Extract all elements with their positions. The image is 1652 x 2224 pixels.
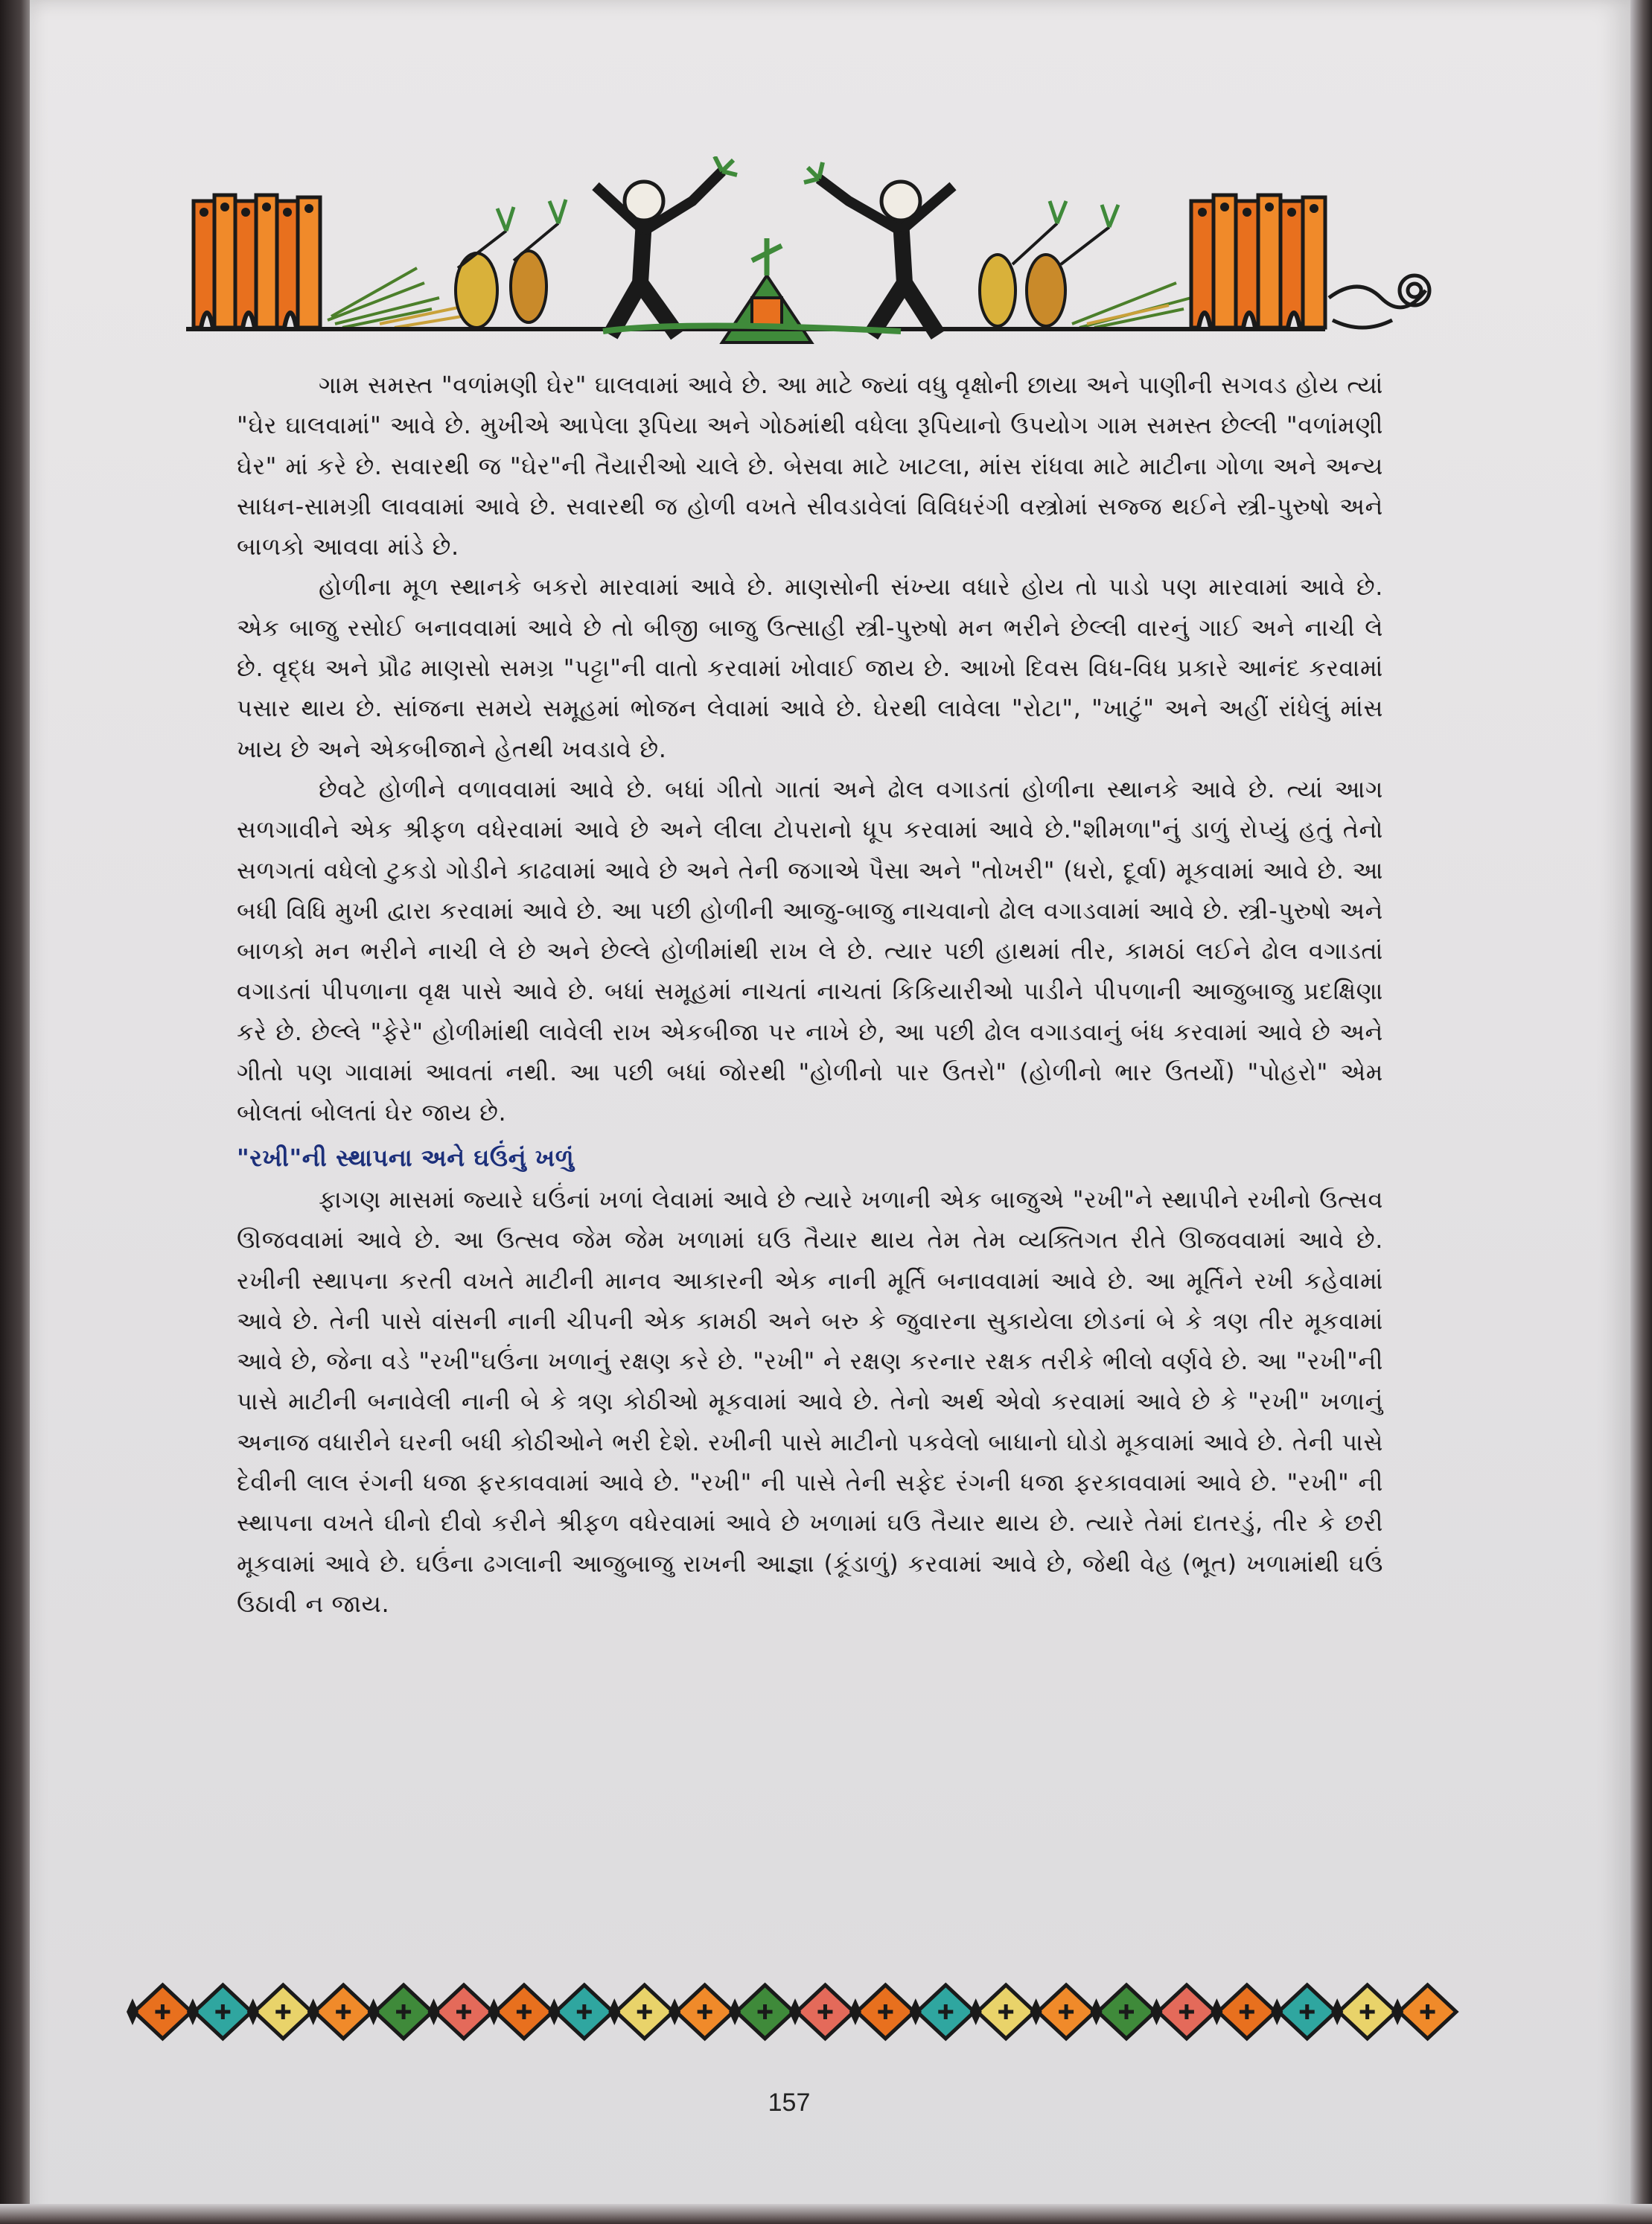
border-spike xyxy=(187,1998,199,2025)
border-spike xyxy=(729,1998,741,2025)
border-spike xyxy=(1271,1998,1283,2025)
book-spine xyxy=(0,0,30,2224)
border-spike xyxy=(789,1998,801,2025)
footer-diamond-border xyxy=(125,1969,1465,2055)
header-illustration xyxy=(156,156,1474,357)
page-number: 157 xyxy=(768,2088,811,2117)
right-birds xyxy=(980,201,1118,326)
border-spike xyxy=(1150,1998,1162,2025)
border-spike xyxy=(849,1998,861,2025)
left-dancer xyxy=(596,156,737,335)
border-spike xyxy=(608,1998,620,2025)
border-spike xyxy=(1391,1998,1403,2025)
left-birds xyxy=(456,200,566,328)
section-heading: "રખી"ની સ્થાપના અને ઘઉંનું ખળું xyxy=(237,1143,575,1172)
border-spike xyxy=(1030,1998,1042,2025)
border-spike xyxy=(548,1998,560,2025)
page-bottom-edge xyxy=(0,2204,1652,2224)
border-spike xyxy=(488,1998,500,2025)
right-dancer xyxy=(804,162,953,335)
border-spike xyxy=(1331,1998,1343,2025)
right-grass xyxy=(1072,283,1191,328)
border-spike xyxy=(428,1998,440,2025)
paragraph-2: હોળીના મૂળ સ્થાનકે બકરો મારવામાં આવે છે. માણસોની સંખ્યા વધારે હોય તો પાડો પણ મારવામાં આવે છે. એક બાજુ રસોઈ બનાવવામાં આવે છે તો બીજી બાજુ ઉત્સાહી સ્ત્રી-પુરુષો મન ભરીને છેલ્લી વારનું ગાઈ અને નાચી લે છે. વૃદ્ધ અને પ્રૌઢ માણસો સમગ્ર "પટ્ટા"ની વાતો કરવામાં ખોવાઈ જાય છે. આખો દિવસ વિધ-વિધ પ્રકારે આનંદ કરવામાં પસાર થાય છે. સાંજના સમયે સમૂહમાં ભોજન લેવામાં આવે છે. ઘેરથી લાવેલા "રોટા", "ખાટું" અને અહીં રાંધેલું માંસ ખાય છે અને એકબીજાને હેતથી ખવડાવે છે. xyxy=(237,573,1383,763)
border-spike xyxy=(368,1998,380,2025)
right-orange-figures xyxy=(1191,195,1325,328)
border-spike xyxy=(669,1998,680,2025)
paragraph-1: ગામ સમસ્ત "વળાંમણી ઘેર" ઘાલવામાં આવે છે. આ માટે જ્યાં વધુ વૃક્ષોની છાયા અને પાણીની સગવડ હોય ત્યાં "ઘેર ઘાલવામાં" આવે છે. મુખીએ આપેલા રૂપિયા અને ગોઠમાંથી વધેલા રૂપિયાનો ઉપયોગ ગામ સમસ્ત છેલ્લી "વળાંમણી ઘેર" માં કરે છે. સવારથી જ "ઘેર"ની તૈયારીઓ ચાલે છે. બેસવા માટે ખાટલા, માંસ રાંધવા માટે માટીના ગોળા અને અન્ય સાધન-સામગ્રી લાવવામાં આવે છે. સવારથી જ હોળી વખતે સીવડાવેલાં વિવિધરંગી વસ્ત્રોમાં સજ્જ થઈને સ્ત્રી-પુરુષો અને બાળકો આવવા માંડે છે. xyxy=(237,371,1383,561)
page-right-edge xyxy=(1630,0,1652,2224)
border-spike xyxy=(970,1998,982,2025)
border-spike xyxy=(247,1998,259,2025)
section-paragraph: ફાગણ માસમાં જ્યારે ઘઉંનાં ખળાં લેવામાં આવે છે ત્યારે ખળાની એક બાજુએ "રખી"ને સ્થાપીને રખીનો ઉત્સવ ઊજવવામાં આવે છે. આ ઉત્સવ જેમ જેમ ખળામાં ઘઉ તૈયાર થાય તેમ તેમ વ્યક્તિગત રીતે ઊજવવામાં આવે છે. રખીની સ્થાપના કરતી વખતે માટીની માનવ આકારની એક નાની મૂર્તિ બનાવવામાં આવે છે. આ મૂર્તિને રખી કહેવામાં આવે છે. તેની પાસે વાંસની નાની ચીપની એક કામઠી અને બરુ કે જુવારના સુકાયેલા છોડનાં બે કે ત્રણ તીર મૂકવામાં આવે છે, જેના વડે "રખી"ઘઉંના ખળાનું રક્ષણ કરે છે. "રખી" ને રક્ષણ કરનાર રક્ષક તરીકે ભીલો વર્ણવે છે. આ "રખી"ની પાસે માટીની બનાવેલી નાની બે કે ત્રણ કોઠીઓ મૂકવામાં આવે છે. તેનો અર્થ એવો કરવામાં આવે છે કે "રખી" ખળાનું અનાજ વધારીને ઘરની બધી કોઠીઓને ભરી દેશે. રખીની પાસે માટીનો પકવેલો બાધાનો ઘોડો મૂકવામાં આવે છે. તેની પાસે દેવીની લાલ રંગની ધજા ફરકાવવામાં આવે છે. "રખી" ની પાસે તેની સફેદ રંગની ધજા ફરકાવવામાં આવે છે. "રખી" ની સ્થાપના વખતે ઘીનો દીવો કરીને શ્રીફળ વધેરવામાં આવે છે ખળામાં ઘઉ તૈયાર થાય છે. ત્યારે તેમાં દાતરડું, તીર કે છરી મૂકવામાં આવે છે. ઘઉંના ઢગલાની આજુબાજુ રાખની આજ્ઞા (કૂંડાળું) કરવામાં આવે છે, જેથી વેહ (ભૂત) ખળામાંથી ઘઉં ઉઠાવી ન જાય. xyxy=(237,1185,1383,1618)
border-spike xyxy=(127,1998,138,2025)
border-spike xyxy=(1091,1998,1103,2025)
border-spike xyxy=(1211,1998,1222,2025)
paragraph-3: છેવટે હોળીને વળાવવામાં આવે છે. બધાં ગીતો ગાતાં અને ઢોલ વગાડતાં હોળીના સ્થાનકે આવે છે. ત્યાં આગ સળગાવીને એક શ્રીફળ વધેરવામાં આવે છે અને લીલા ટોપરાનો ધૂપ કરવામાં આવે છે."શીમળા"નું ડાળું રોપ્યું હતું તેનો સળગતાં વધેલો ટુકડો ગોડીને કાઢવામાં આવે છે અને તેની જગાએ પૈસા અને "તોખરી" (ધરો, દૂર્વા) મૂકવામાં આવે છે. આ બધી વિધિ મુખી દ્વારા કરવામાં આવે છે. આ પછી હોળીની આજુ-બાજુ નાચવાનો ઢોલ વગાડવામાં આવે છે. સ્ત્રી-પુરુષો અને બાળકો મન ભરીને નાચી લે છે અને છેલ્લે હોળીમાંથી રાખ લે છે. ત્યાર પછી હાથમાં તીર, કામઠાં લઈને ઢોલ વગાડતાં વગાડતાં પીપળાના વૃક્ષ પાસે આવે છે. બધાં સમૂહમાં નાચતાં નાચતાં કિકિયારીઓ પાડીને પીપળાની આજુબાજુ પ્રદક્ષિણા કરે છે. છેલ્લે "ફેરે" હોળીમાંથી લાવેલી રાખ એકબીજા પર નાખે છે, આ પછી ઢોલ વગાડવાનું બંધ કરવામાં આવે છે અને ગીતો પણ ગાવામાં આવતાં નથી. આ પછી બધાં જોરથી "હોળીનો પાર ઉતરો" (હોળીનો ભાર ઉતર્યો) "પોહરો" એમ બોલતાં બોલતાં ઘેર જાય છે. xyxy=(237,774,1383,1127)
border-spike xyxy=(307,1998,319,2025)
article-body xyxy=(237,365,1383,1624)
border-spike xyxy=(910,1998,922,2025)
left-orange-figures xyxy=(194,195,320,328)
spiral-ornament xyxy=(1329,275,1429,328)
